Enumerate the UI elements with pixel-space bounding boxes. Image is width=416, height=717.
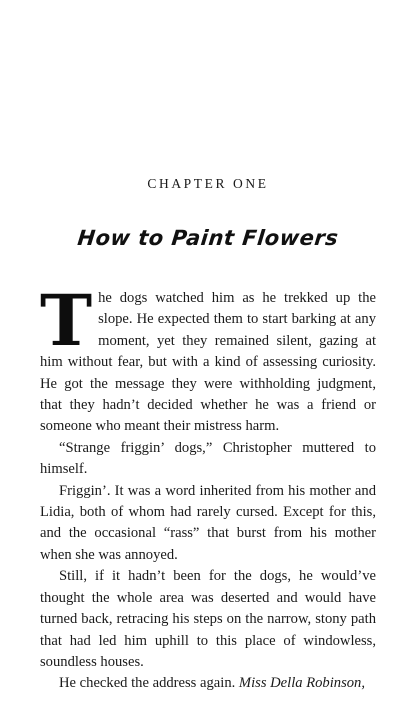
chapter-label: CHAPTER ONE (147, 176, 269, 191)
paragraph-5 (40, 673, 376, 694)
paragraph-2: “Strange friggin’ dogs,” Christopher muttered to himself. (40, 439, 376, 478)
chapter-body (40, 279, 376, 695)
paragraph-4: Still, if it hadn’t been for the dogs, he would’ve thought the whole area was deserted and would have turned back, retracing his steps on the narrow, stony path that had led him uphill to this place of windowless, soundless houses. (40, 568, 376, 670)
paragraph-1 (40, 279, 376, 438)
paragraph-1-text: he dogs watched him as he trekked up the slope. He expected them to start barking at any moment, yet they remained silent, gazing at him without fear, but with a kind of assessing curiosity. He got the message they were withholding judgment, that they hadn’t decided whether he was a friend or someone who meant their mistress harm. (40, 290, 376, 435)
drop-cap: T (40, 279, 93, 362)
paragraph-3: Friggin’. It was a word inherited from his mother and Lidia, both of whom had rarely cursed. Except for this, and the occasional “rass” that burst from his mother when she was annoyed. (40, 482, 376, 563)
chapter-title: How to Paint Flowers (76, 226, 340, 250)
paragraph-5-text: He checked the address again. (59, 675, 239, 692)
paragraph-5-italic: Miss Della Robinson, (238, 675, 365, 692)
